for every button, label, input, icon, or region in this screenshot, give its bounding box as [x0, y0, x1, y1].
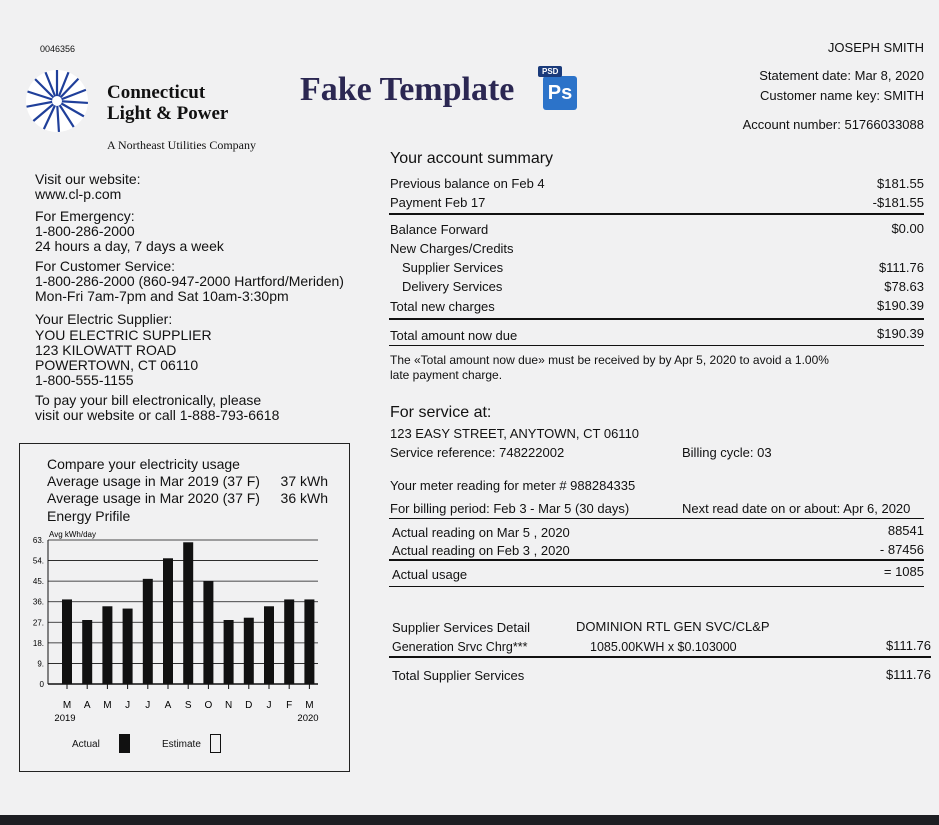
photoshop-icon: Ps: [543, 76, 577, 110]
chart-bar: [304, 599, 314, 684]
chart-bar: [102, 606, 112, 684]
chart-bar: [143, 579, 153, 684]
avg-usage-2020-label: Average usage in Mar 2020 (37 F): [47, 490, 260, 506]
chart-bar: [284, 599, 294, 684]
previous-balance-amount: $181.55: [877, 176, 924, 191]
pay-online-line1: To pay your bill electronically, please: [35, 392, 262, 408]
payment-amount: -$181.55: [872, 195, 924, 210]
website-label: Visit our website:: [35, 171, 141, 187]
account-number: Account number: 51766033088: [742, 117, 924, 132]
supplier-detail-label: Supplier Services Detail: [392, 620, 531, 635]
actual-reading-feb-label: Actual reading on Feb 3 , 2020: [392, 543, 570, 558]
supplier-services-label: Supplier Services: [402, 260, 504, 275]
chart-xtick-label: M: [62, 700, 72, 711]
late-notice-line2: late payment charge.: [390, 368, 503, 382]
chart-xtick-label: A: [83, 700, 91, 711]
compare-title: Compare your electricity usage: [47, 456, 240, 472]
total-supplier-amount: $111.76: [885, 667, 931, 682]
total-due-amount: $190.39: [877, 326, 924, 341]
chart-bar: [264, 606, 274, 684]
supplier-detail-supplier: DOMINION RTL GEN SVC/CL&P: [576, 619, 770, 634]
bottom-bar: [0, 815, 939, 825]
chart-ytick-label: 63.: [32, 536, 44, 545]
next-read-date: Next read date on or about: Apr 6, 2020: [682, 501, 911, 516]
supplier-divider: [389, 656, 931, 658]
delivery-services-amount: $78.63: [884, 279, 924, 294]
watermark-title: Fake Template: [300, 71, 515, 108]
actual-reading-mar-value: 88541: [887, 523, 924, 538]
pay-online-line2: visit our website or call 1-888-793-6618: [35, 407, 280, 423]
energy-profile-chart: [20, 526, 349, 726]
chart-xtick-label: S: [184, 700, 192, 711]
legend-actual-label: Actual: [72, 739, 100, 750]
emergency-label: For Emergency:: [35, 208, 135, 224]
actual-usage-label: Actual usage: [392, 567, 468, 582]
chart-xtick-label: D: [245, 700, 253, 711]
chart-ytick-label: 18.: [32, 638, 44, 648]
generation-charge-amount: $111.76: [885, 638, 931, 653]
chart-xtick-label: F: [286, 700, 293, 711]
supplier-address-line1: 123 KILOWATT ROAD: [35, 342, 177, 358]
chart-ytick-label: 27.: [32, 618, 44, 628]
chart-bar: [183, 542, 193, 684]
summary-divider-3: [389, 345, 924, 346]
billing-period: For billing period: Feb 3 - Mar 5 (30 days): [390, 501, 630, 516]
chart-xtick-label: A: [164, 700, 172, 711]
previous-balance-label: Previous balance on Feb 4: [390, 176, 545, 191]
chart-xtick-label: J: [266, 700, 272, 711]
summary-divider-1: [389, 213, 924, 215]
actual-usage-value: = 1085: [883, 564, 924, 579]
customer-name: JOSEPH SMITH: [827, 40, 924, 55]
customer-service-hours: Mon-Fri 7am-7pm and Sat 10am-3:30pm: [35, 288, 289, 304]
emergency-phone: 1-800-286-2000: [35, 223, 135, 239]
supplier-name: YOU ELECTRIC SUPPLIER: [35, 327, 212, 343]
balance-forward-label: Balance Forward: [390, 222, 489, 237]
billing-cycle: Billing cycle: 03: [682, 445, 772, 460]
legend-estimate-label: Estimate: [162, 739, 201, 750]
payment-label: Payment Feb 17: [390, 195, 486, 210]
emergency-hours: 24 hours a day, 7 days a week: [35, 238, 224, 254]
supplier-services-amount: $111.76: [878, 260, 924, 275]
legend-actual-swatch: [119, 734, 130, 753]
meter-divider-2: [389, 559, 924, 561]
avg-usage-2019-value: 37 kWh: [280, 473, 328, 489]
actual-reading-feb-value: - 87456: [879, 542, 924, 557]
chart-xtick-label: J: [125, 700, 131, 711]
generation-charge-label: Generation Srvc Chrg***: [392, 640, 528, 654]
total-supplier-label: Total Supplier Services: [392, 668, 525, 683]
psd-badge: PSD: [538, 66, 562, 77]
company-tagline: A Northeast Utilities Company: [107, 138, 256, 152]
chart-xtick-label: M: [305, 700, 314, 711]
chart-bar: [244, 618, 254, 684]
chart-xtick-label: M: [103, 700, 112, 711]
total-new-charges-amount: $190.39: [877, 298, 924, 313]
chart-xtick-label: J: [145, 700, 151, 711]
chart-ylabel: Avg kWh/day: [49, 530, 96, 539]
chart-bar: [163, 558, 173, 684]
service-address: 123 EASY STREET, ANYTOWN, CT 06110: [390, 426, 640, 441]
company-logo-icon: [25, 69, 89, 133]
website-link[interactable]: www.cl-p.com: [35, 186, 122, 202]
late-notice-line1: The «Total amount now due» must be received by by Apr 5, 2020 to avoid a 1.00%: [390, 353, 829, 367]
company-name-line2: Light & Power: [107, 103, 229, 124]
document-id: 0046356: [40, 44, 76, 54]
total-due-label: Total amount now due: [390, 328, 518, 343]
new-charges-label: New Charges/Credits: [390, 241, 514, 256]
company-name-line1: Connecticut: [107, 82, 206, 103]
chart-ytick-label: 9.: [37, 659, 44, 669]
avg-usage-2020-value: 36 kWh: [280, 490, 328, 506]
chart-ytick-label: 45.: [32, 577, 44, 587]
delivery-services-label: Delivery Services: [402, 279, 503, 294]
chart-bar: [82, 620, 92, 684]
chart-year-label-2019: 2019: [54, 713, 76, 724]
customer-service-label: For Customer Service:: [35, 258, 176, 274]
supplier-phone: 1-800-555-1155: [35, 372, 134, 388]
chart-bar: [123, 609, 133, 684]
summary-divider-2: [389, 318, 924, 320]
chart-bar: [203, 581, 213, 684]
legend-estimate-swatch: [210, 734, 221, 753]
balance-forward-amount: $0.00: [891, 221, 924, 236]
chart-xtick-label: N: [224, 700, 233, 711]
chart-ytick-label: 36.: [32, 597, 44, 607]
energy-profile-label: Energy Prifile: [47, 508, 131, 524]
actual-reading-mar-label: Actual reading on Mar 5 , 2020: [392, 525, 570, 540]
chart-year-label-2020: 2020: [297, 713, 319, 724]
supplier-address-line2: POWERTOWN, CT 06110: [35, 357, 199, 373]
customer-name-key: Customer name key: SMITH: [760, 88, 924, 103]
avg-usage-2019-label: Average usage in Mar 2019 (37 F): [47, 473, 260, 489]
service-reference: Service reference: 748222002: [390, 445, 565, 460]
generation-charge-calc: 1085.00KWH x $0.103000: [590, 640, 737, 654]
account-summary-title: Your account summary: [390, 150, 554, 167]
meter-divider-1: [389, 518, 924, 519]
meter-reading-title: Your meter reading for meter # 988284335: [390, 478, 636, 493]
total-new-charges-label: Total new charges: [390, 299, 495, 314]
chart-bar: [224, 620, 234, 684]
chart-ytick-label: 54.: [32, 556, 44, 566]
meter-divider-3: [389, 586, 924, 587]
supplier-label: Your Electric Supplier:: [35, 311, 173, 327]
chart-bar: [62, 599, 72, 684]
statement-date: Statement date: Mar 8, 2020: [759, 68, 924, 83]
chart-ytick-label: 0: [39, 680, 44, 689]
customer-service-phone: 1-800-286-2000 (860-947-2000 Hartford/Meriden): [35, 273, 344, 289]
service-at-title: For service at:: [390, 404, 492, 421]
chart-xtick-label: O: [204, 700, 213, 711]
